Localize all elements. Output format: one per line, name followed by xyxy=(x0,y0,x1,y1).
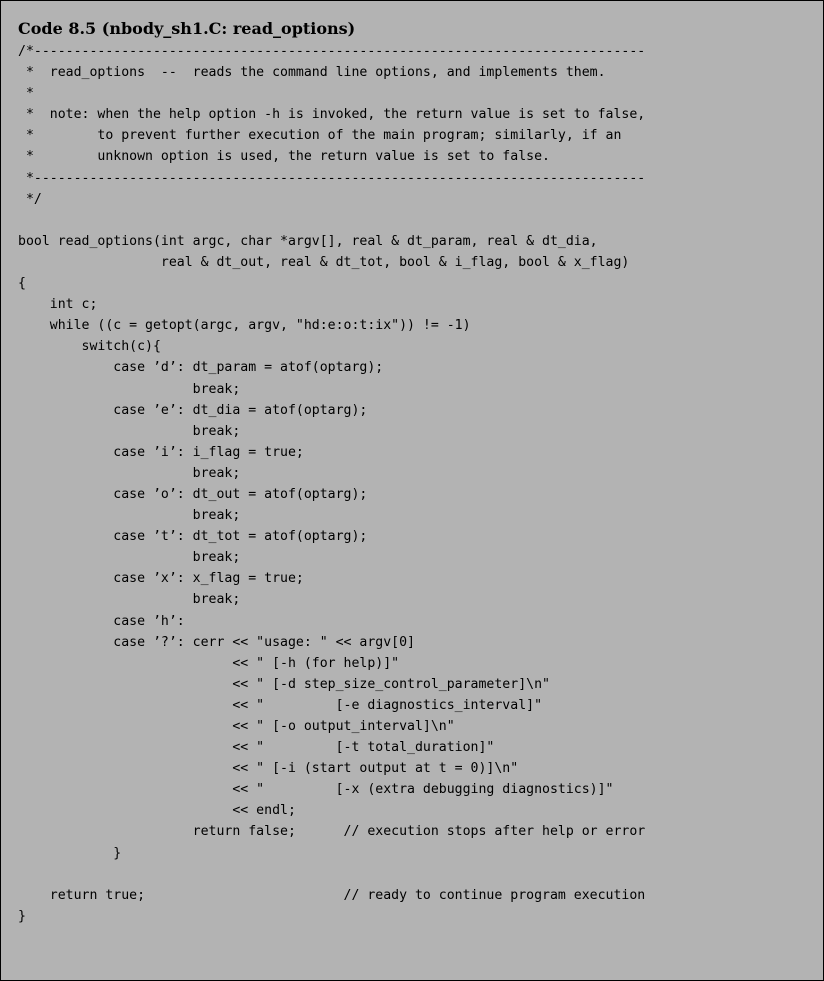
code-line xyxy=(18,864,645,885)
code-line: } xyxy=(18,908,26,924)
code-caption: Code 8.5 (nbody_sh1.C: read_options) xyxy=(18,19,356,38)
code-line: << " [-t total_duration]" xyxy=(18,740,495,756)
code-line: case ’h’: xyxy=(18,613,185,629)
code-line: << endl; xyxy=(18,803,296,819)
code-line: case ’t’: dt_tot = atof(optarg); xyxy=(18,529,368,545)
code-line: << " [-h (for help)]" xyxy=(18,655,400,671)
code-line: * xyxy=(18,86,34,102)
code-line: case ’x’: x_flag = true; xyxy=(18,571,304,587)
code-line: << " [-i (start output at t = 0)]\n" xyxy=(18,761,519,777)
code-line xyxy=(18,210,645,231)
code-line: * read_options -- reads the command line options, and implements them. xyxy=(18,65,606,81)
code-line: switch(c){ xyxy=(18,339,161,355)
code-line: << " [-o output_interval]\n" xyxy=(18,719,455,734)
code-line: << " [-x (extra debugging diagnostics)]" xyxy=(18,782,614,798)
code-line: break; xyxy=(18,550,241,566)
code-line: case ’d’: dt_param = atof(optarg); xyxy=(18,360,384,376)
code-block xyxy=(18,41,645,927)
code-line: break; xyxy=(18,592,241,608)
code-line: break; xyxy=(18,508,241,524)
code-line: { xyxy=(18,276,26,292)
code-line: break; xyxy=(18,381,241,397)
code-line: return true; // ready to continue program execution xyxy=(18,887,646,903)
code-line: return false; // execution stops after help or error xyxy=(18,824,646,840)
code-line: case ’e’: dt_dia = atof(optarg); xyxy=(18,402,368,418)
code-line: int c; xyxy=(18,297,98,313)
code-line: /*----------------------------------------------------------------------------- xyxy=(18,44,646,59)
code-line: << " [-e diagnostics_interval]" xyxy=(18,697,543,713)
code-line: * unknown option is used, the return value is set to false. xyxy=(18,149,550,165)
code-line: *----------------------------------------------------------------------------- xyxy=(18,170,646,186)
code-line: real & dt_out, real & dt_tot, bool & i_flag, bool & x_flag) xyxy=(18,254,630,270)
code-line: } xyxy=(18,845,122,861)
code-line: << " [-d step_size_control_parameter]\n" xyxy=(18,676,550,692)
code-line: break; xyxy=(18,465,241,481)
code-line: * note: when the help option -h is invoked, the return value is set to false, xyxy=(18,107,646,123)
code-line: case ’i’: i_flag = true; xyxy=(18,444,304,460)
code-line: case ’?’: cerr << "usage: " << argv[0] xyxy=(18,634,415,650)
code-line: */ xyxy=(18,191,42,207)
code-line: bool read_options(int argc, char *argv[], real & dt_param, real & dt_dia, xyxy=(18,233,598,249)
code-line: case ’o’: dt_out = atof(optarg); xyxy=(18,486,368,502)
code-line: * to prevent further execution of the main program; similarly, if an xyxy=(18,128,622,144)
code-line: while ((c = getopt(argc, argv, "hd:e:o:t:ix")) != -1) xyxy=(18,318,471,334)
code-line: break; xyxy=(18,423,241,439)
